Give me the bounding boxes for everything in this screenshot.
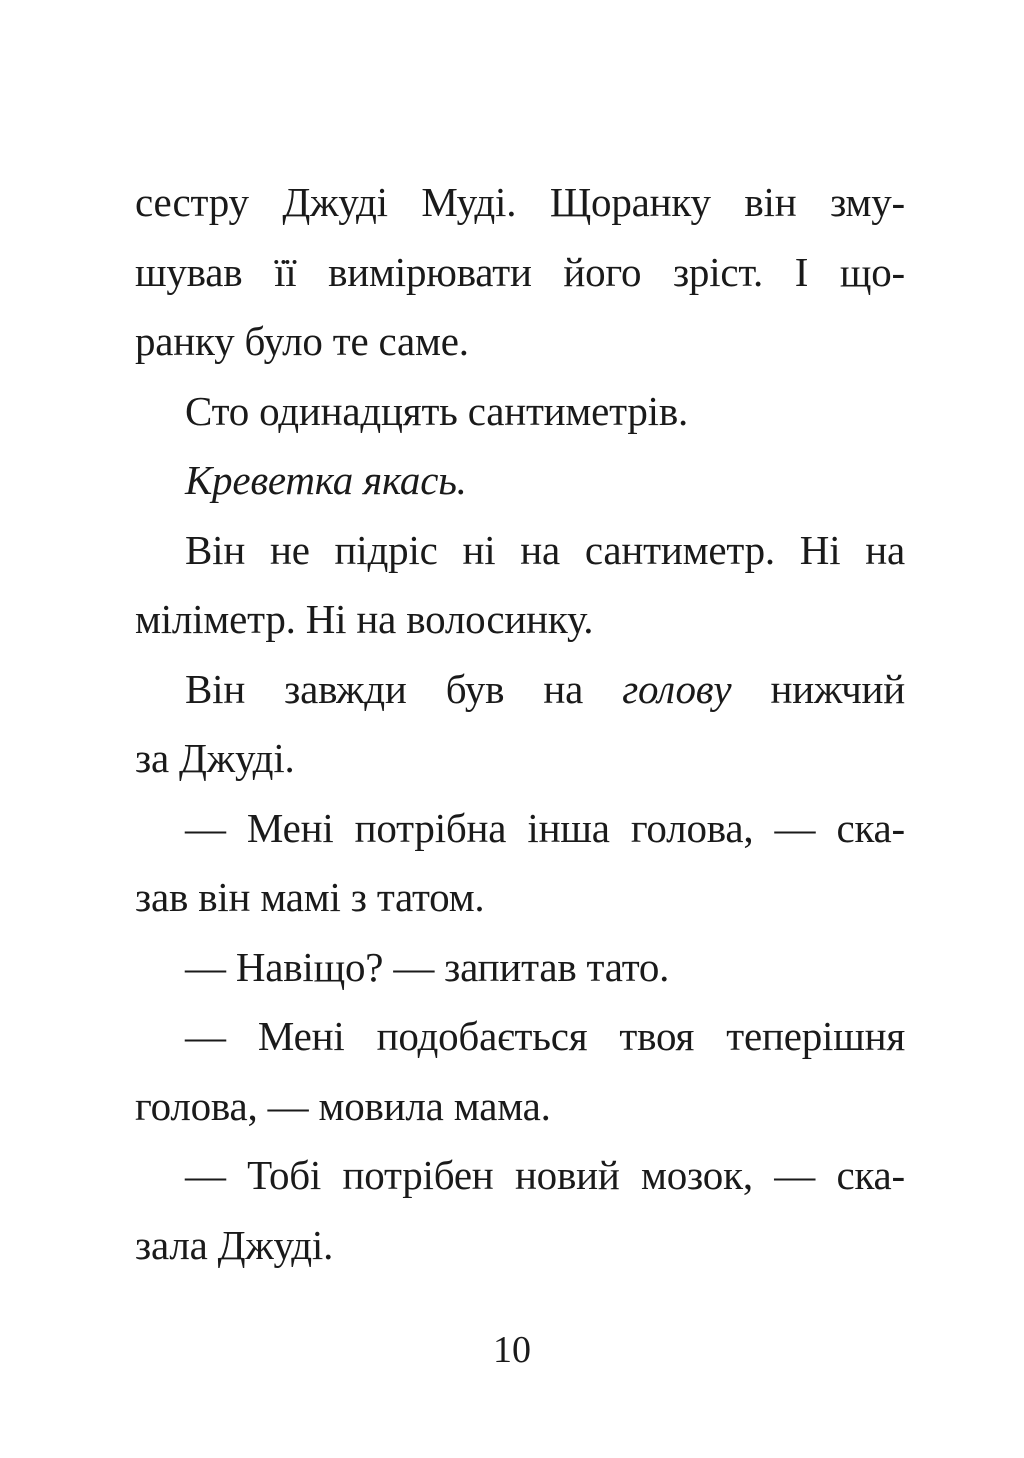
page-number: 10 xyxy=(493,1329,531,1371)
text-line-mixed xyxy=(135,655,905,725)
text-emphasis: голову xyxy=(622,665,732,712)
text-line: зала Джуді. xyxy=(135,1221,334,1268)
text-line: — Мені подобається твоя теперішня xyxy=(185,1013,905,1059)
text-line: міліметр. Ні на волосинку. xyxy=(135,596,594,642)
text-line: Він не підріс ні на сантиметр. Ні на xyxy=(185,526,905,573)
text-segment: Він завжди був на xyxy=(185,665,584,712)
text-line: — Тобі потрібен новий мозок, — ска- xyxy=(185,1152,905,1198)
text-line: ранку було те саме. xyxy=(135,318,469,364)
text-line: голова, — мовила мама. xyxy=(135,1082,551,1129)
body-text xyxy=(135,168,905,1280)
text-line: Сто одинадцять сантиметрів. xyxy=(185,387,689,434)
text-line: зав він мамі з татом. xyxy=(135,874,485,920)
text-line: — Навіщо? — запитав тато. xyxy=(185,943,670,990)
text-line-italic: Креветка якась. xyxy=(185,457,467,503)
text-line: сестру Джуді Муді. Щоранку він зму- xyxy=(135,179,905,225)
text-line: шував її вимірювати його зріст. І що- xyxy=(135,248,905,295)
text-line: — Мені потрібна інша голова, — ска- xyxy=(185,804,905,851)
text-line: за Джуді. xyxy=(135,735,295,781)
text-segment: нижчий xyxy=(770,665,905,712)
